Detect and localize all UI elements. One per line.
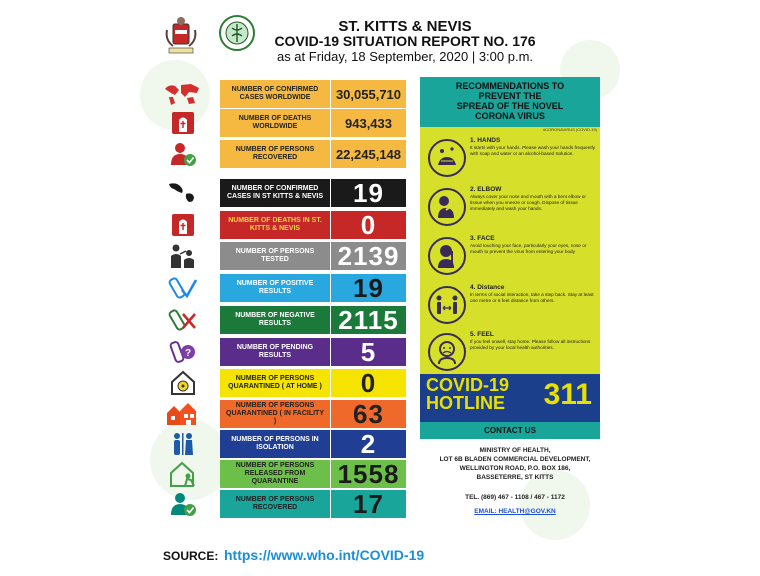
world-map-icon <box>163 80 203 108</box>
ministry-address: MINISTRY OF HEALTH, LOT 6B BLADEN COMMERCIAL DEVELOPMENT, WELLINGTON ROAD, P.O. BOX 186, BASSETERRE, ST KITTS <box>439 447 591 481</box>
positive-test-tube-icon <box>163 274 203 302</box>
stat-value: 2115 <box>331 306 406 334</box>
stat-label: NUMBER OF PERSONS QUARANTINED ( AT HOME ) <box>220 369 330 397</box>
sneeze-elbow-icon <box>428 188 466 226</box>
feel-unwell-icon <box>428 333 466 371</box>
tip-distance <box>428 282 598 332</box>
tip-face <box>428 233 598 283</box>
stat-value: 19 <box>331 179 406 207</box>
stat-label: NUMBER OF CONFIRMED CASES IN ST KITTS & NEVIS <box>220 179 330 207</box>
hotline-number[interactable]: 311 <box>543 378 592 411</box>
home-biohazard-icon <box>163 369 203 397</box>
source-url-link[interactable]: https://www.who.int/COVID-19 <box>224 547 425 563</box>
negative-test-tube-icon <box>163 306 203 334</box>
recommendations-panel <box>420 77 600 439</box>
stat-label: NUMBER OF PERSONS RELEASED FROM QUARANTINE <box>220 460 330 488</box>
stat-row-confirmed-worldwide <box>163 80 406 108</box>
ministry-telephone: TEL. (869) 467 - 1108 / 467 - 1172 <box>465 494 565 501</box>
face-touch-icon <box>428 237 466 275</box>
stat-row-positive <box>163 274 406 302</box>
stat-label: NUMBER OF PERSONS RECOVERED <box>220 490 330 518</box>
coat-of-arms-icon <box>163 16 199 56</box>
hand-washing-icon <box>428 139 466 177</box>
stat-label: NUMBER OF PERSONS RECOVERED <box>220 140 330 168</box>
stat-value: 30,055,710 <box>331 80 406 108</box>
pending-question-icon <box>163 338 203 366</box>
report-date: as at Friday, 18 September, 2020 | 3:00 p.m. <box>276 49 534 64</box>
report-title: COVID-19 SITUATION REPORT NO. 176 <box>274 33 536 49</box>
stat-label: NUMBER OF PERSONS TESTED <box>220 242 330 270</box>
tip-title: 1. HANDS <box>470 137 501 144</box>
social-distance-icon <box>428 286 466 324</box>
stat-row-confirmed-skn <box>163 179 406 207</box>
stat-label: NUMBER OF NEGATIVE RESULTS <box>220 306 330 334</box>
tip-elbow <box>428 184 598 234</box>
stat-value: 0 <box>331 211 406 239</box>
tip-title: 3. FACE <box>470 235 495 242</box>
tip-title: 5. FEEL <box>470 331 494 338</box>
tip-title: 2. ELBOW <box>470 186 502 193</box>
stat-row-isolation <box>163 430 406 458</box>
stat-row-quarantined-facility <box>163 400 406 428</box>
tip-hands <box>428 135 598 185</box>
tip-text: Always cover your nose and mouth with a bent elbow or tissue when you sneeze or cough. Dispose of tissue immediately and wash your hands. <box>470 194 586 211</box>
stat-label: NUMBER OF DEATHS IN ST. KITTS & NEVIS <box>220 211 330 239</box>
testing-icon <box>163 242 203 270</box>
tip-feel <box>428 329 598 379</box>
stat-label: NUMBER OF DEATHS WORLDWIDE <box>220 109 330 137</box>
stat-row-pending <box>163 338 406 366</box>
tip-title: 4. Distance <box>470 284 505 291</box>
stat-value: 0 <box>331 369 406 397</box>
stat-value: 17 <box>331 490 406 518</box>
stat-label: NUMBER OF PERSONS IN ISOLATION <box>220 430 330 458</box>
tip-text: Avoid touching your face, particularly your eyes, nose or mouth to prevent the virus from entering your body <box>470 243 587 254</box>
tip-text: If you feel unwell, stay home. Please follow all instructions provided by your local health authorities. <box>470 339 591 350</box>
stat-row-deaths-worldwide <box>163 109 406 137</box>
hotline-label-1: COVID-19 <box>426 375 510 395</box>
contact-us-banner: CONTACT US <box>420 422 600 439</box>
covid-hotline <box>420 374 600 422</box>
recommendations-tag: #CORONAVIRUS (COVID-19) <box>543 127 597 132</box>
tip-text: In terms of social interaction, take a step back. Stay at least one metre or 6 feet distance from others. <box>470 292 594 303</box>
source-label: SOURCE: <box>163 549 219 563</box>
islands-map-icon <box>163 179 203 207</box>
stat-label: NUMBER OF PENDING RESULTS <box>220 338 330 366</box>
report-country-title: ST. KITTS & NEVIS <box>338 18 472 35</box>
isolation-people-icon <box>163 430 203 458</box>
recovered-person-icon <box>163 490 203 518</box>
tip-text: It starts with your hands. Please wash your hands frequently with soap and water or an alcohol-based Solution. <box>470 145 596 156</box>
stat-value: 2 <box>331 430 406 458</box>
stat-row-quarantined-home <box>163 369 406 397</box>
tombstone-icon <box>163 211 203 239</box>
tombstone-icon <box>163 109 203 137</box>
stat-row-released-quarantine <box>163 460 406 488</box>
stat-row-recovered-worldwide <box>163 140 406 168</box>
svg-text:?: ? <box>184 348 192 359</box>
ministry-email-link[interactable]: EMAIL: HEALTH@GOV.KN <box>474 508 556 515</box>
stat-row-deaths-skn <box>163 211 406 239</box>
stat-value: 19 <box>331 274 406 302</box>
released-house-icon <box>163 460 203 488</box>
facility-buildings-icon <box>163 400 203 428</box>
stat-label: NUMBER OF PERSONS QUARANTINED ( IN FACILITY ) <box>220 400 330 428</box>
recommendations-title: RECOMMENDATIONS TO PREVENT THE SPREAD OF THE NOVEL CORONA VIRUS <box>420 77 600 127</box>
stat-label: NUMBER OF POSITIVE RESULTS <box>220 274 330 302</box>
stat-row-tested <box>163 242 406 270</box>
stat-row-negative <box>163 306 406 334</box>
stat-value: 63 <box>331 400 406 428</box>
stat-value: 22,245,148 <box>331 140 406 168</box>
stat-label: NUMBER OF CONFIRMED CASES WORLDWIDE <box>220 80 330 108</box>
stat-value: 5 <box>331 338 406 366</box>
stat-value: 2139 <box>331 242 406 270</box>
hotline-label-2: HOTLINE <box>426 393 505 413</box>
recovered-person-icon <box>163 140 203 168</box>
stat-value: 1558 <box>331 460 406 488</box>
stat-value: 943,433 <box>331 109 406 137</box>
stat-row-recovered-skn <box>163 490 406 518</box>
